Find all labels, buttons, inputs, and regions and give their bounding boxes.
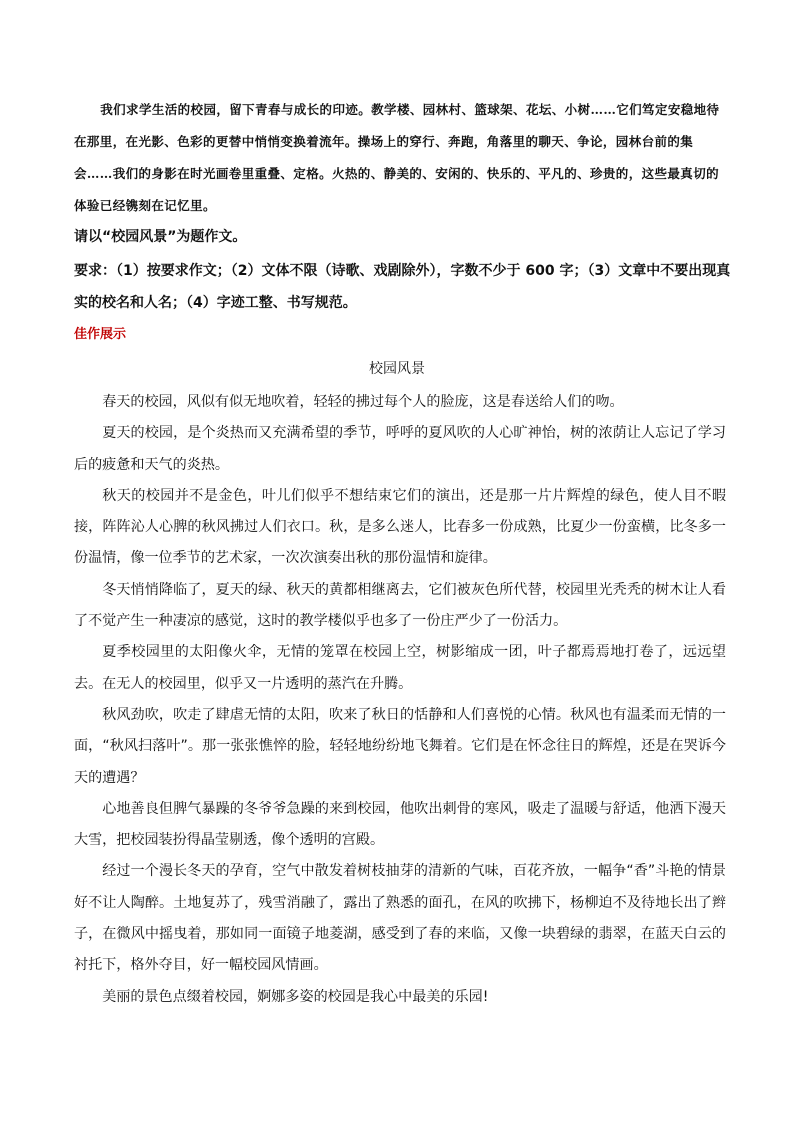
requirements: 要求：（1）按要求作文；（2）文体不限（诗歌、戏剧除外），字数不少于 600 字；（3）文章中不要出现真实的校名和人名；（4）字迹工整、书写规范。: [74, 263, 731, 311]
essay-paragraph: 春天的校园，风似有似无地吹着，轻轻的拂过每个人的脸庞，这是春送给人们的吻。: [102, 394, 624, 410]
essay-paragraph: 秋风劲吹，吹走了肆虐无情的太阳，吹来了秋日的恬静和人们喜悦的心情。秋风也有温柔而无情的一面，“秋风扫落叶”。那一张张憔悴的脸，轻轻地纷纷地飞舞着。它们是在怀念往日的辉煌，还是在哭诉今天的遭遇？: [74, 706, 726, 786]
essay-body: [74, 387, 726, 1013]
essay-paragraph: 夏季校园里的太阳像火伞，无情的笼罩在校园上空，树影缩成一团，叶子都焉焉地打卷了，远远望去。在无人的校园里，似乎又一片透明的蒸汽在升腾。: [74, 644, 726, 692]
essay-paragraph: 经过一个漫长冬天的孕育，空气中散发着树枝抽芽的清新的气味，百花齐放，一幅争“香”斗艳的情景好不让人陶醉。土地复苏了，残雪消融了，露出了熟悉的面孔，在风的吹拂下，杨柳迫不及待地长出了辫子，在微风中摇曳着，那如同一面镜子地菱湖，感受到了春的来临，又像一块碧绿的翡翠，在蓝天白云的衬托下，格外夺目，好一幅校园风情画。: [74, 863, 726, 974]
essay-paragraph: 夏天的校园，是个炎热而又充满希望的季节，呼呼的夏风吹的人心旷神怡，树的浓荫让人忘记了学习后的疲惫和天气的炎热。: [74, 425, 726, 473]
title-instruction: 请以“校园风景”为题作文。: [74, 229, 247, 245]
essay-paragraph: 心地善良但脾气暴躁的冬爷爷急躁的来到校园，他吹出刺骨的寒风，吸走了温暖与舒适，他洒下漫天大雪，把校园装扮得晶莹剔透，像个透明的宫殿。: [74, 800, 726, 849]
essay-paragraph: 冬天悄悄降临了，夏天的绿、秋天的黄都相继离去，它们被灰色所代替，校园里光秃秃的树木让人看了不觉产生一种凄凉的感觉，这时的教学楼似乎也多了一份庄严少了一份活力。: [74, 581, 726, 630]
essay-paragraph: 秋天的校园并不是金色，叶儿们似乎不想结束它们的演出，还是那一片片辉煌的绿色，使人目不暇接，阵阵沁人心脾的秋风拂过人们衣口。秋，是多么迷人，比春多一份成熟，比夏少一份蛮横，比冬多一份温情，像一位季节的艺术家，一次次演奏出秋的那份温情和旋律。: [74, 487, 726, 567]
section-label: 佳作展示: [74, 327, 127, 342]
prompt-material: 我们求学生活的校园，留下青春与成长的印迹。教学楼、园林村、篮球架、花坛、小树……它们笃定安稳地待在那里，在光影、色彩的更替中悄悄变换着流年。操场上的穿行、奔跑，角落里的聊天、争论，园林台前的集会……我们的身影在时光画卷里重叠、定格。火热的、静美的、安闲的、快乐的、平凡的、珍贵的，这些最真切的体验已经镌刻在记忆里。: [74, 102, 720, 213]
essay-paragraph: 美丽的景色点缀着校园，婀娜多姿的校园是我心中最美的乐园!: [102, 988, 489, 1005]
essay-title: 校园风景: [369, 361, 425, 377]
